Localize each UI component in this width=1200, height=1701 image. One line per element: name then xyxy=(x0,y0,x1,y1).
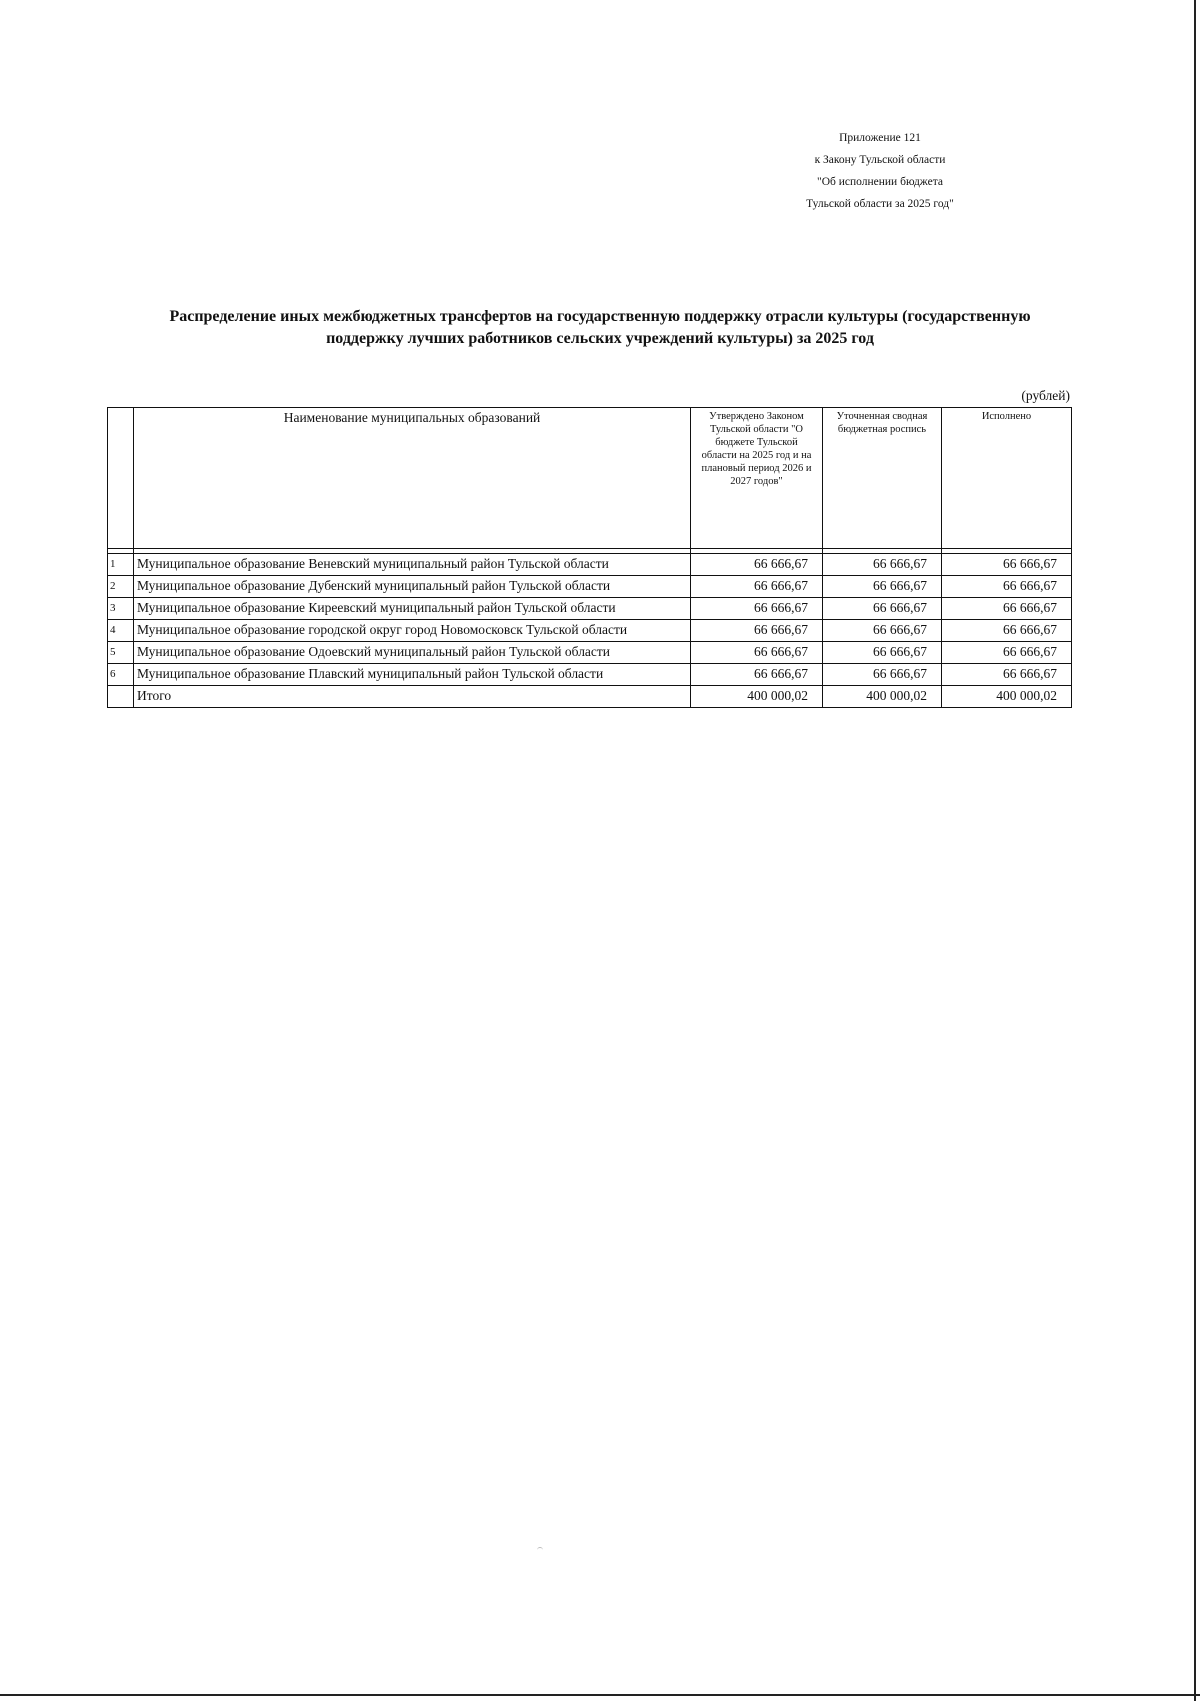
row-number: 6 xyxy=(108,664,134,686)
total-revised: 400 000,02 xyxy=(823,686,942,708)
total-number xyxy=(108,686,134,708)
row-number: 3 xyxy=(108,598,134,620)
appendix-line-3: "Об исполнении бюджета xyxy=(817,176,943,188)
document-title-line-1: Распределение иных межбюджетных трансфертов на государственную поддержку отрасли культуры (государственную xyxy=(169,308,1031,325)
row-revised: 66 666,67 xyxy=(823,664,942,686)
total-label: Итого xyxy=(134,686,691,708)
row-approved: 66 666,67 xyxy=(691,598,823,620)
row-executed: 66 666,67 xyxy=(942,576,1072,598)
header-name: Наименование муниципальных образований xyxy=(134,408,691,549)
row-name: Муниципальное образование Одоевский муниципальный район Тульской области xyxy=(134,642,691,664)
appendix-line-2: к Закону Тульской области xyxy=(814,154,946,166)
row-executed: 66 666,67 xyxy=(942,642,1072,664)
row-name: Муниципальное образование городской округ город Новомосковск Тульской области xyxy=(134,620,691,642)
row-name: Муниципальное образование Киреевский муниципальный район Тульской области xyxy=(134,598,691,620)
document-title xyxy=(100,306,1100,350)
total-row xyxy=(108,686,1072,708)
row-number: 1 xyxy=(108,554,134,576)
table-header-row xyxy=(108,408,1072,549)
row-revised: 66 666,67 xyxy=(823,642,942,664)
row-approved: 66 666,67 xyxy=(691,576,823,598)
table-row xyxy=(108,576,1072,598)
document-title-line-2: поддержку лучших работников сельских учреждений культуры) за 2025 год xyxy=(326,330,874,347)
table-row xyxy=(108,598,1072,620)
transfers-table xyxy=(107,407,1072,708)
appendix-block xyxy=(760,127,1000,215)
total-executed: 400 000,02 xyxy=(942,686,1072,708)
row-executed: 66 666,67 xyxy=(942,554,1072,576)
row-approved: 66 666,67 xyxy=(691,554,823,576)
table-row xyxy=(108,554,1072,576)
scan-mark xyxy=(537,1547,543,1552)
row-revised: 66 666,67 xyxy=(823,598,942,620)
unit-label: (рублей) xyxy=(1021,388,1070,403)
table-row xyxy=(108,642,1072,664)
header-revised: Уточненная сводная бюджетная роспись xyxy=(823,408,942,549)
scan-edge-right xyxy=(1194,0,1196,1701)
header-number xyxy=(108,408,134,549)
row-name: Муниципальное образование Плавский муниципальный район Тульской области xyxy=(134,664,691,686)
table-row xyxy=(108,664,1072,686)
row-approved: 66 666,67 xyxy=(691,620,823,642)
table-row xyxy=(108,620,1072,642)
row-approved: 66 666,67 xyxy=(691,642,823,664)
header-executed: Исполнено xyxy=(942,408,1072,549)
header-approved: Утверждено Законом Тульской области "О бюджете Тульской области на 2025 год и на плановый период 2026 и 2027 годов" xyxy=(691,408,823,549)
row-approved: 66 666,67 xyxy=(691,664,823,686)
row-name: Муниципальное образование Дубенский муниципальный район Тульской области xyxy=(134,576,691,598)
total-approved: 400 000,02 xyxy=(691,686,823,708)
row-executed: 66 666,67 xyxy=(942,620,1072,642)
row-number: 2 xyxy=(108,576,134,598)
row-name: Муниципальное образование Веневский муниципальный район Тульской области xyxy=(134,554,691,576)
row-number: 4 xyxy=(108,620,134,642)
row-revised: 66 666,67 xyxy=(823,620,942,642)
row-executed: 66 666,67 xyxy=(942,598,1072,620)
appendix-line-4: Тульской области за 2025 год" xyxy=(806,198,954,210)
row-revised: 66 666,67 xyxy=(823,576,942,598)
appendix-line-1: Приложение 121 xyxy=(839,132,921,144)
row-executed: 66 666,67 xyxy=(942,664,1072,686)
scan-edge-bottom xyxy=(0,1694,1200,1696)
row-revised: 66 666,67 xyxy=(823,554,942,576)
row-number: 5 xyxy=(108,642,134,664)
